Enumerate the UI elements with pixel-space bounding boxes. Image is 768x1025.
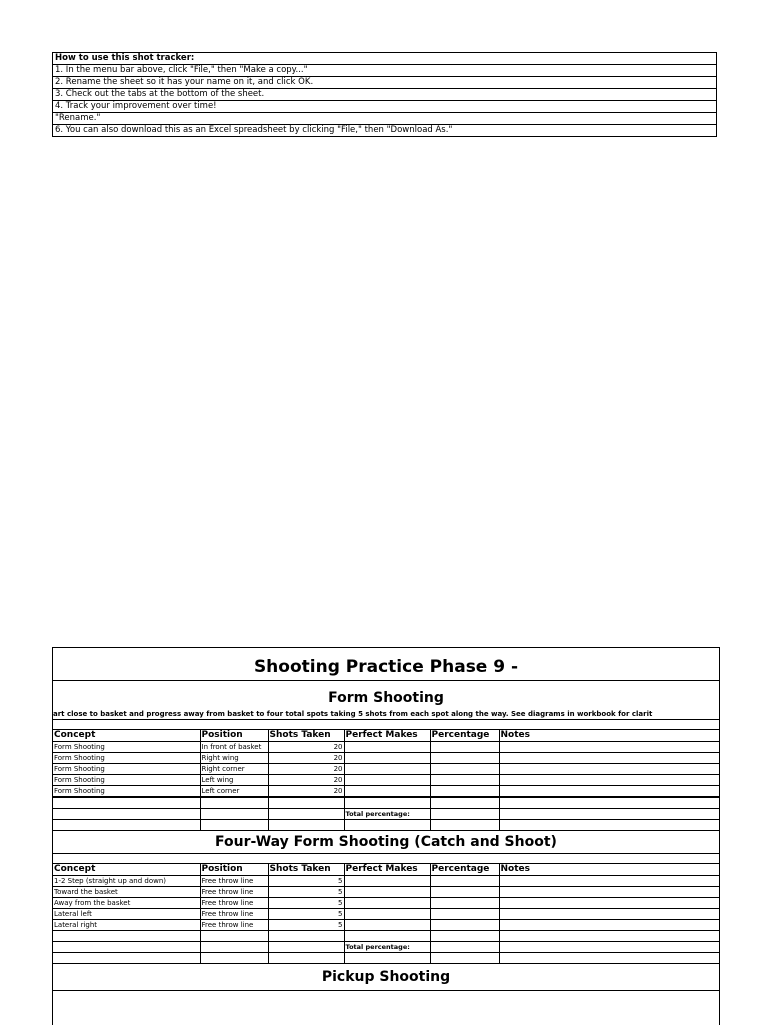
empty-cell[interactable] [499, 942, 719, 953]
form-shooting-instructions: art close to basket and progress away from basket to four total spots taking 5 shots from each spot along the way. See diagrams in workbook for clarit [53, 709, 719, 720]
empty-cell[interactable] [430, 820, 499, 831]
column-header: Percentage [430, 730, 499, 742]
instruction-step: 2. Rename the sheet so it has your name on it, and click OK. [53, 77, 717, 89]
notes-cell[interactable] [499, 786, 719, 798]
shots-taken-cell[interactable]: 20 [268, 753, 344, 764]
column-header: Percentage [430, 864, 499, 876]
percentage-cell[interactable] [430, 742, 499, 753]
instruction-step: 3. Check out the tabs at the bottom of the sheet. [53, 89, 717, 101]
percentage-cell[interactable] [430, 753, 499, 764]
instruction-step: 6. You can also download this as an Excel spreadsheet by clicking "File," then "Download As." [53, 125, 717, 137]
perfect-makes-cell[interactable] [344, 742, 430, 753]
position-cell[interactable]: Free throw line [200, 898, 268, 909]
concept-cell[interactable]: Form Shooting [53, 786, 200, 798]
percentage-cell[interactable] [430, 898, 499, 909]
position-cell[interactable]: Right corner [200, 764, 268, 775]
column-header: Position [200, 730, 268, 742]
table-header-row [53, 864, 719, 876]
perfect-makes-cell[interactable] [344, 898, 430, 909]
shots-taken-cell[interactable]: 5 [268, 887, 344, 898]
table-row [53, 920, 719, 931]
position-cell[interactable]: In front of basket [200, 742, 268, 753]
empty-cell[interactable] [53, 931, 200, 942]
empty-cell[interactable] [499, 953, 719, 964]
notes-cell[interactable] [499, 764, 719, 775]
concept-cell[interactable]: Away from the basket [53, 898, 200, 909]
perfect-makes-cell[interactable] [344, 753, 430, 764]
table-row [53, 898, 719, 909]
empty-cell[interactable] [499, 797, 719, 809]
concept-cell[interactable]: Lateral right [53, 920, 200, 931]
column-header: Notes [499, 730, 719, 742]
perfect-makes-cell[interactable] [344, 920, 430, 931]
perfect-makes-cell[interactable] [344, 764, 430, 775]
concept-cell[interactable]: 1-2 Step (straight up and down) [53, 876, 200, 887]
instruction-step: 4. Track your improvement over time! [53, 101, 717, 113]
percentage-cell[interactable] [430, 887, 499, 898]
instruction-step: "Rename." [53, 113, 717, 125]
form-shooting-table [53, 730, 719, 831]
position-cell[interactable]: Left wing [200, 775, 268, 786]
concept-cell[interactable]: Form Shooting [53, 753, 200, 764]
position-cell[interactable]: Right wing [200, 753, 268, 764]
empty-cell[interactable] [53, 942, 200, 953]
column-header: Concept [53, 864, 200, 876]
table-row [53, 764, 719, 775]
empty-cell[interactable] [200, 942, 268, 953]
shots-taken-cell[interactable]: 20 [268, 786, 344, 798]
blank-row [53, 720, 719, 730]
table-row [53, 753, 719, 764]
empty-cell[interactable] [200, 809, 268, 820]
empty-cell[interactable] [53, 953, 200, 964]
notes-cell[interactable] [499, 909, 719, 920]
empty-cell[interactable] [200, 953, 268, 964]
blank-row [53, 820, 719, 831]
empty-cell[interactable] [344, 953, 430, 964]
notes-cell[interactable] [499, 876, 719, 887]
position-cell[interactable]: Free throw line [200, 920, 268, 931]
concept-cell[interactable]: Form Shooting [53, 764, 200, 775]
page-title: Shooting Practice Phase 9 - [53, 648, 719, 681]
percentage-cell[interactable] [430, 775, 499, 786]
empty-cell[interactable] [53, 820, 200, 831]
column-header: Shots Taken [268, 864, 344, 876]
notes-cell[interactable] [499, 753, 719, 764]
percentage-cell[interactable] [430, 909, 499, 920]
column-header: Shots Taken [268, 730, 344, 742]
empty-cell[interactable] [268, 953, 344, 964]
empty-cell[interactable] [344, 820, 430, 831]
empty-cell[interactable] [430, 797, 499, 809]
section-title-four-way-form-shooting: Four-Way Form Shooting (Catch and Shoot) [53, 831, 719, 854]
instruction-step: 1. In the menu bar above, click "File," then "Make a copy..." [53, 65, 717, 77]
shots-taken-cell[interactable]: 20 [268, 742, 344, 753]
instructions-heading: How to use this shot tracker: [53, 53, 717, 65]
empty-cell[interactable] [499, 931, 719, 942]
table-row [53, 742, 719, 753]
empty-cell[interactable] [200, 797, 268, 809]
perfect-makes-cell[interactable] [344, 786, 430, 798]
notes-cell[interactable] [499, 775, 719, 786]
notes-cell[interactable] [499, 887, 719, 898]
percentage-cell[interactable] [430, 786, 499, 798]
section-title-form-shooting: Form Shooting [328, 690, 444, 706]
table-row [53, 775, 719, 786]
concept-cell[interactable]: Form Shooting [53, 742, 200, 753]
perfect-makes-cell[interactable] [344, 887, 430, 898]
shots-taken-cell[interactable]: 20 [268, 764, 344, 775]
total-row [53, 942, 719, 953]
empty-cell[interactable] [499, 809, 719, 820]
shot-tracker-sheet [52, 647, 720, 1025]
column-header: Notes [499, 864, 719, 876]
position-cell[interactable]: Left corner [200, 786, 268, 798]
column-header: Concept [53, 730, 200, 742]
concept-cell[interactable]: Lateral left [53, 909, 200, 920]
instructions-table [52, 52, 717, 137]
shots-taken-cell[interactable]: 5 [268, 920, 344, 931]
percentage-cell[interactable] [430, 920, 499, 931]
notes-cell[interactable] [499, 742, 719, 753]
column-header: Position [200, 864, 268, 876]
empty-cell[interactable] [344, 931, 430, 942]
section-title-pickup-shooting: Pickup Shooting [53, 964, 719, 991]
table-header-row [53, 730, 719, 742]
total-percentage-cell[interactable] [430, 942, 499, 953]
shots-taken-cell[interactable]: 5 [268, 909, 344, 920]
empty-cell[interactable] [268, 809, 344, 820]
concept-cell[interactable]: Form Shooting [53, 775, 200, 786]
empty-cell[interactable] [430, 931, 499, 942]
four-way-table [53, 864, 719, 964]
total-percentage-cell[interactable] [430, 809, 499, 820]
position-cell[interactable]: Free throw line [200, 887, 268, 898]
column-header: Perfect Makes [344, 864, 430, 876]
percentage-cell[interactable] [430, 764, 499, 775]
perfect-makes-cell[interactable] [344, 876, 430, 887]
blank-row [53, 854, 719, 864]
concept-cell[interactable]: Toward the basket [53, 887, 200, 898]
empty-cell[interactable] [268, 820, 344, 831]
percentage-cell[interactable] [430, 876, 499, 887]
notes-cell[interactable] [499, 920, 719, 931]
table-row [53, 786, 719, 798]
empty-cell[interactable] [344, 797, 430, 809]
shots-taken-cell[interactable]: 5 [268, 876, 344, 887]
position-cell[interactable]: Free throw line [200, 909, 268, 920]
perfect-makes-cell[interactable] [344, 775, 430, 786]
total-row [53, 809, 719, 820]
total-percentage-label: Total percentage: [344, 942, 430, 953]
empty-cell[interactable] [53, 809, 200, 820]
empty-cell[interactable] [430, 953, 499, 964]
position-cell[interactable]: Free throw line [200, 876, 268, 887]
blank-row [53, 931, 719, 942]
shots-taken-cell[interactable]: 5 [268, 898, 344, 909]
empty-cell[interactable] [268, 942, 344, 953]
empty-cell[interactable] [200, 820, 268, 831]
blank-row [53, 797, 719, 809]
shots-taken-cell[interactable]: 20 [268, 775, 344, 786]
empty-cell[interactable] [268, 797, 344, 809]
empty-cell[interactable] [499, 820, 719, 831]
table-row [53, 887, 719, 898]
empty-cell[interactable] [200, 931, 268, 942]
notes-cell[interactable] [499, 898, 719, 909]
table-row [53, 876, 719, 887]
empty-cell[interactable] [268, 931, 344, 942]
blank-row [53, 953, 719, 964]
total-percentage-label: Total percentage: [344, 809, 430, 820]
column-header: Perfect Makes [344, 730, 430, 742]
empty-cell[interactable] [53, 797, 200, 809]
table-row [53, 909, 719, 920]
perfect-makes-cell[interactable] [344, 909, 430, 920]
